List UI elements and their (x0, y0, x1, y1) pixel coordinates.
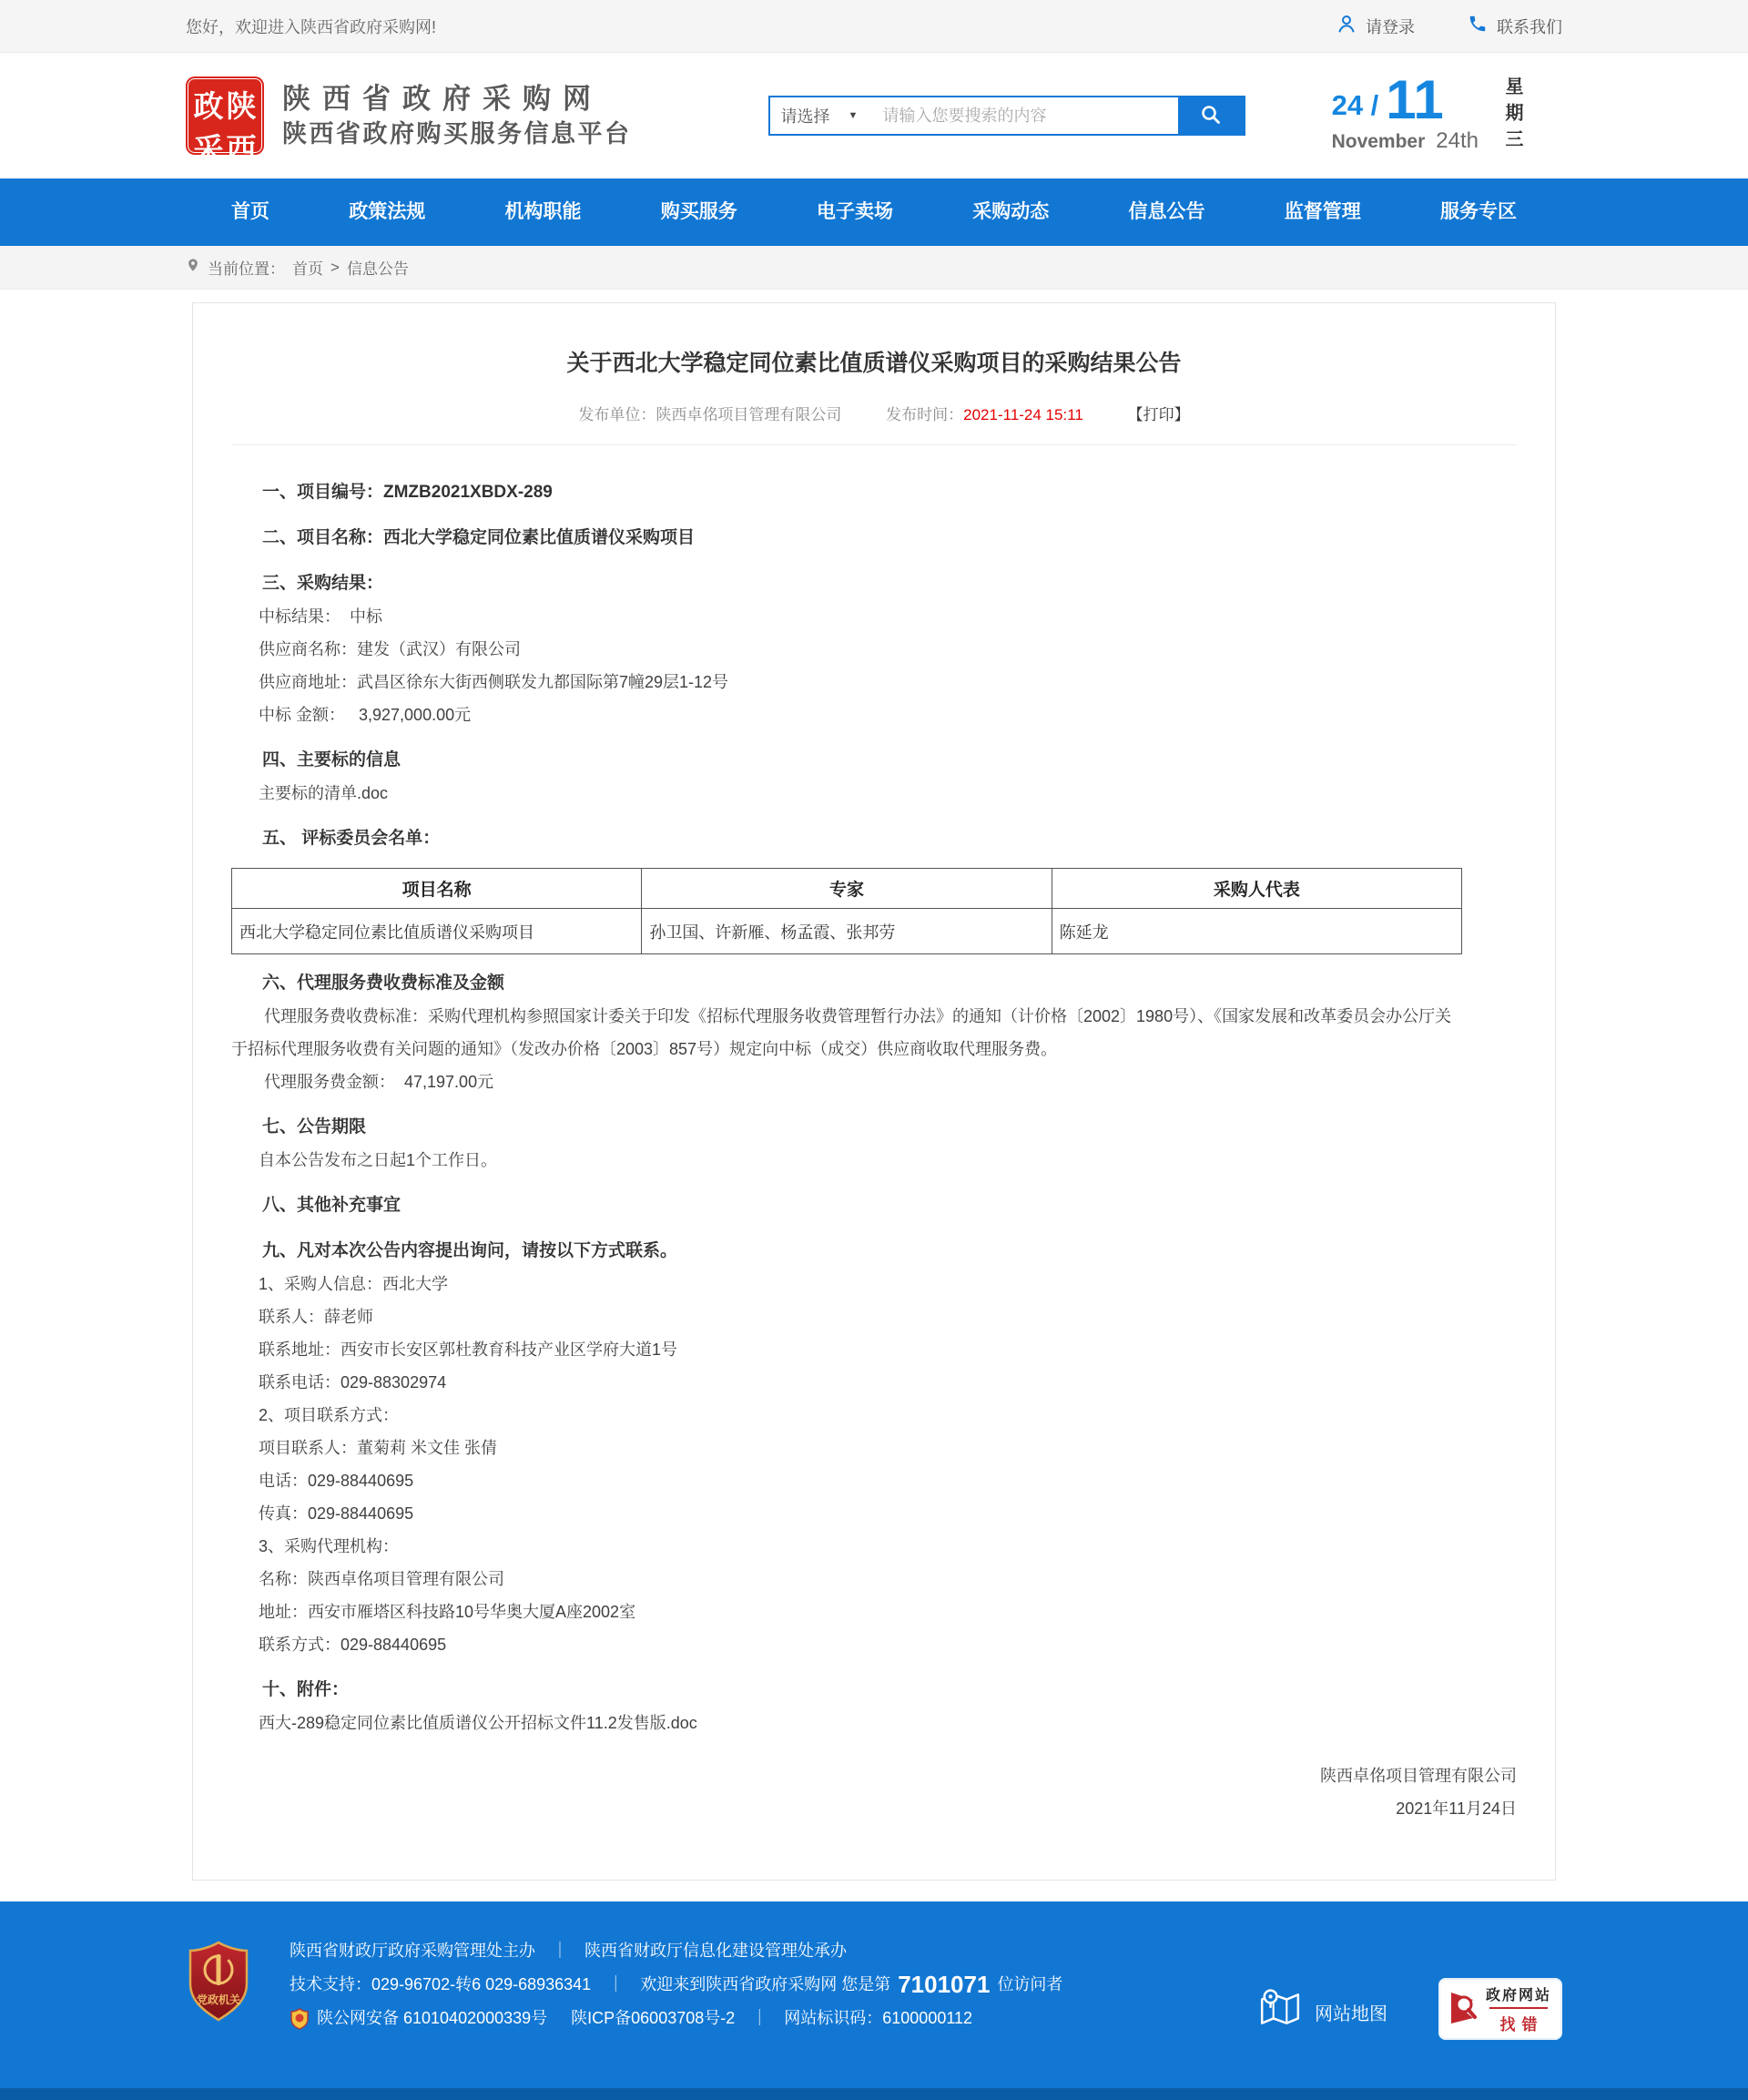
publish-time-label: 发布时间： (886, 406, 964, 423)
sitemap-button[interactable]: 网站地图 (1258, 1987, 1387, 2036)
contact-us-button[interactable]: 联系我们 (1468, 14, 1562, 38)
agency-fee-standard-paragraph: 代理服务费收费标准：采购代理机构参照国家计委关于印发《招标代理服务收费管理暂行办法》的通知（计价格〔2002〕1980号）、《国家发展和改革委员会办公厅关于招标代理服务收费有关问题的通知》（发改办价格〔2003〕857号）规定向中标（成交）供应商收取代理服务费。 (231, 1007, 1452, 1058)
main-navigation (0, 178, 1748, 246)
main-content (0, 290, 1748, 1881)
breadcrumb-home-link[interactable]: 首页 (292, 260, 323, 278)
table-cell: 西北大学稳定同位素比值质谱仪采购项目 (232, 909, 642, 954)
nav-item-service-zone[interactable]: 服务专区 (1440, 201, 1517, 222)
badge-divider (1489, 2007, 1548, 2009)
nav-item-e-mall[interactable]: 电子卖场 (817, 201, 893, 222)
bid-result-line: 中标结果： 中标 (259, 607, 383, 626)
nav-item-policy[interactable]: 政策法规 (349, 201, 426, 222)
svg-text:党政机关: 党政机关 (196, 1993, 241, 2006)
nav-item-purchase-services[interactable]: 购买服务 (660, 201, 737, 222)
login-button[interactable]: 请登录 (1336, 14, 1415, 38)
publisher-label: 发布单位： (578, 406, 656, 423)
attachment-doc-link[interactable]: 西大-289稳定同位素比值质谱仪公开招标文件11.2发售版.doc (259, 1714, 697, 1732)
bid-amount-line: 中标 金额： 3,927,000.00元 (259, 706, 472, 724)
agency-header-line: 3、采购代理机构： (259, 1537, 400, 1555)
nav-item-functions[interactable]: 机构职能 (504, 201, 582, 222)
table-header-cell: 专家 (642, 869, 1052, 909)
site-subtitle: 陕西省政府购买服务信息平台 (282, 120, 632, 148)
search-input[interactable] (878, 97, 1178, 134)
breadcrumb (0, 246, 1748, 290)
signature-company: 陕西卓佲项目管理有限公司 (1320, 1767, 1517, 1785)
welcome-text: 您好，欢迎进入陕西省政府采购网! (186, 17, 436, 36)
site-logo[interactable] (186, 76, 632, 167)
date-day-ordinal: 24th (1436, 128, 1479, 153)
publisher-name: 陕西卓佲项目管理有限公司 (656, 406, 842, 423)
date-day: 24 / (1331, 89, 1379, 121)
date-display (1331, 69, 1562, 156)
purchaser-address-line: 联系地址：西安市长安区郭杜教育科技产业区学府大道1号 (259, 1341, 678, 1359)
purchaser-info-line: 1、采购人信息：西北大学 (259, 1275, 449, 1293)
breadcrumb-separator: > (330, 258, 340, 276)
nav-item-home[interactable]: 首页 (231, 201, 269, 222)
search-icon (1199, 103, 1223, 129)
section-other-matters: 八、其他补充事宜 (262, 1196, 401, 1215)
project-contact-names-line: 项目联系人：董菊莉 米文佳 张倩 (259, 1439, 498, 1457)
page-title: 关于西北大学稳定同位素比值质谱仪采购项目的采购结果公告 (566, 351, 1182, 376)
site-footer (0, 1901, 1748, 2100)
article-body (231, 476, 1517, 1739)
publish-time: 2021-11-24 15:11 (963, 406, 1083, 423)
table-cell: 陈延龙 (1052, 909, 1461, 954)
footer-bottom-strip (0, 2088, 1748, 2100)
date-month-name: November (1331, 131, 1426, 152)
breadcrumb-current: 信息公告 (346, 260, 409, 278)
project-phone-line: 电话：029-88440695 (259, 1472, 414, 1490)
site-code: 网站标识码：6100000112 (784, 2009, 973, 2027)
location-pin-icon (186, 257, 200, 278)
agency-contact-line: 联系方式：029-88440695 (259, 1636, 447, 1654)
purchaser-contact-line: 联系人：薛老师 (259, 1308, 373, 1326)
section-agency-fee: 六、代理服务费收费标准及金额 (262, 974, 505, 993)
purchaser-phone-line: 联系电话：029-88302974 (259, 1373, 447, 1392)
print-button[interactable]: 【打印】 (1127, 406, 1190, 423)
visitor-count: 7101071 (898, 1971, 991, 1998)
breadcrumb-prefix: 当前位置： (208, 260, 285, 278)
footer-line-3: 陕公网安备 61010402000339号 陕ICP备06003708号-2 ｜ 网站标识码：6100000112 (290, 2002, 1062, 2035)
section-procurement-result: 三、采购结果： (262, 574, 384, 593)
supplier-name-line: 供应商名称：建发（武汉）有限公司 (259, 640, 521, 658)
footer-line-2: 技术支持：029-96702-转6 029-68936341 ｜ 欢迎来到陕西省政府采购网 您是第 7101071 位访问者 (290, 1968, 1062, 2002)
user-icon (1336, 14, 1357, 38)
project-fax-line: 传真：029-88440695 (259, 1504, 414, 1523)
public-security-badge-icon (290, 2008, 310, 2030)
date-weekday: 星期三 (1502, 76, 1522, 156)
agency-address-line: 地址：西安市雁塔区科技路10号华奥大厦A座2002室 (259, 1603, 636, 1621)
table-header-cell: 项目名称 (232, 869, 642, 909)
project-contact-header-line: 2、项目联系方式： (259, 1406, 400, 1424)
chevron-down-icon: ▼ (848, 110, 859, 121)
search-button[interactable] (1178, 97, 1244, 134)
beian-1[interactable]: 陕公网安备 61010402000339号 (317, 2009, 548, 2027)
signature-block (231, 1759, 1517, 1825)
section-project-number: 一、项目编号：ZMZB2021XBDX-289 (262, 483, 553, 502)
gov-site-error-report-badge[interactable]: 政府网站 找错 (1438, 1978, 1562, 2040)
section-attachments: 十、附件： (262, 1680, 350, 1699)
announcement-card (192, 302, 1556, 1881)
section-contact-methods: 九、凡对本次公告内容提出询问，请按以下方式联系。 (262, 1241, 678, 1260)
nav-item-supervision[interactable]: 监督管理 (1284, 201, 1361, 222)
agency-fee-amount-line: 代理服务费金额： 47,197.00元 (264, 1073, 494, 1091)
section-evaluation-committee: 五、 评标委员会名单： (262, 829, 441, 848)
supplier-address-line: 供应商地址：武昌区徐东大街西侧联发九都国际第7幢29层1-12号 (259, 673, 729, 691)
topbar (0, 0, 1748, 53)
section-main-bid-info: 四、主要标的信息 (262, 750, 401, 770)
site-header (0, 53, 1748, 178)
nav-item-procurement-news[interactable]: 采购动态 (972, 201, 1050, 222)
evaluation-committee-table (231, 868, 1462, 954)
date-month: 11 (1386, 69, 1444, 130)
signature-date: 2021年11月24日 (1396, 1799, 1517, 1818)
table-header-cell: 采购人代表 (1052, 869, 1461, 909)
nav-item-info-announcements[interactable]: 信息公告 (1128, 201, 1205, 222)
phone-icon (1468, 14, 1488, 38)
site-title: 陕西省政府采购网 (282, 83, 603, 115)
map-icon (1258, 1987, 1302, 2036)
error-finder-icon (1449, 1989, 1479, 2030)
announcement-period-line: 自本公告发布之日起1个工作日。 (259, 1151, 498, 1169)
agency-name-line: 名称：陕西卓佲项目管理有限公司 (259, 1570, 504, 1588)
search-bar (768, 96, 1245, 136)
section-announcement-period: 七、公告期限 (262, 1117, 367, 1137)
logo-seal: 政 陕 采 西 (186, 76, 264, 155)
table-cell: 孙卫国、许新雁、杨孟霞、张邦劳 (642, 909, 1052, 954)
party-government-badge (186, 1940, 251, 2028)
divider (231, 444, 1517, 445)
search-category-select[interactable]: 请选择 ▼ (780, 107, 859, 126)
beian-2[interactable]: 陕ICP备06003708号-2 (571, 2009, 736, 2027)
section-project-name: 二、项目名称：西北大学稳定同位素比值质谱仪采购项目 (262, 528, 696, 547)
main-bid-list-doc-link[interactable]: 主要标的清单.doc (259, 784, 389, 802)
footer-line-1: 陕西省财政厅政府采购管理处主办 ｜ 陕西省财政厅信息化建设管理处承办 (290, 1942, 847, 1960)
article-meta (231, 402, 1517, 424)
